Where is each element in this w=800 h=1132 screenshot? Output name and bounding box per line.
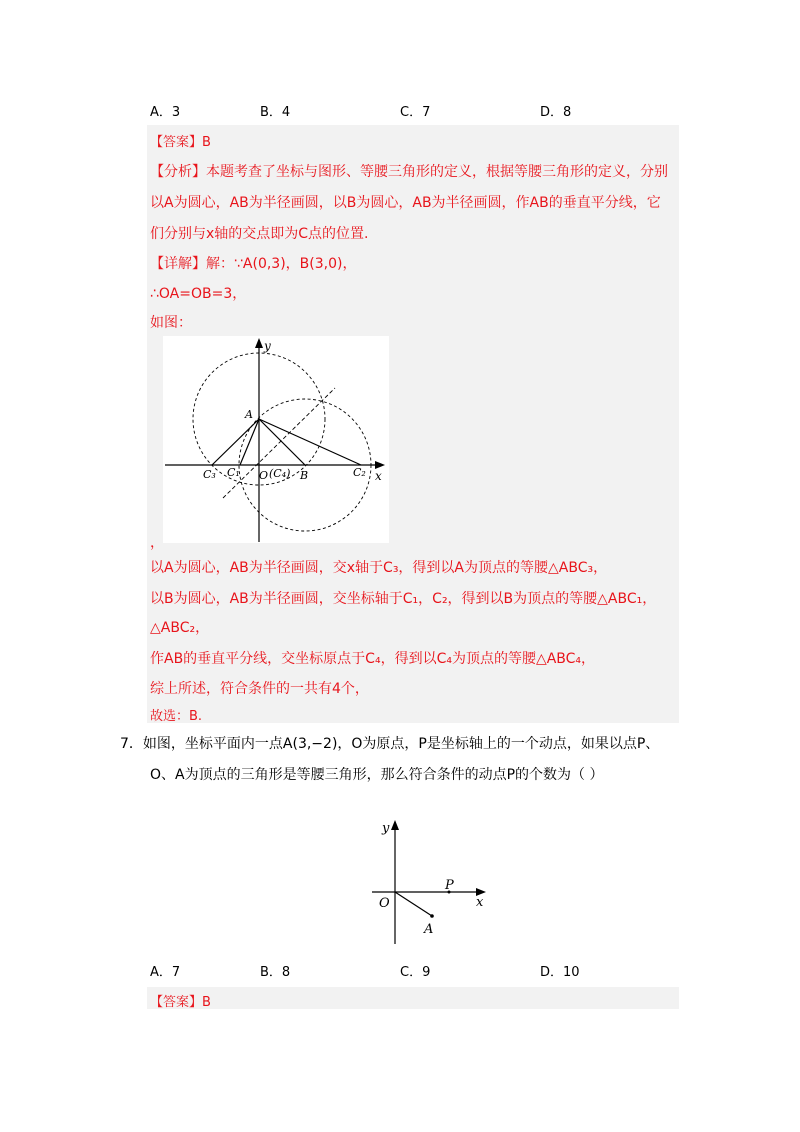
segment-o-a: [395, 892, 432, 916]
q6-step-3: △ABC₂，: [150, 620, 210, 636]
q7-figure: [372, 814, 492, 946]
q6-option-c: C．7: [400, 105, 431, 120]
x-axis-label: x: [476, 895, 484, 910]
point-c1-label: C₁: [227, 466, 240, 479]
q6-option-d: D．8: [540, 105, 572, 120]
point-a: [430, 914, 434, 918]
q6-option-a: A．3: [150, 105, 181, 120]
q6-figure: [163, 336, 389, 543]
y-axis-arrow: [391, 820, 399, 830]
point-o-label: O: [259, 469, 269, 482]
q6-summary: 综上所述，符合条件的一共有4个，: [150, 681, 369, 697]
y-axis-label: y: [264, 339, 271, 353]
q6-step-4: 作AB的垂直平分线，交坐标原点于C₄，得到以C₄为顶点的等腰△ABC₄，: [150, 651, 596, 667]
point-b-label: B: [300, 469, 309, 482]
point-a-label: A: [424, 922, 434, 937]
point-p-label: P: [445, 878, 454, 893]
q7-answer-block: [147, 987, 679, 1009]
point-c2-label: C₂: [353, 466, 366, 479]
point-a-label: A: [245, 408, 253, 421]
q7-option-b: B．8: [260, 965, 291, 980]
origin-label: O: [379, 896, 390, 911]
q6-step-2: 以B为圆心，AB为半径画圆，交坐标轴于C₁，C₂，得到以B为顶点的等腰△ABC₁，: [150, 591, 657, 607]
q6-detail-line-3: 如图：: [150, 315, 192, 331]
q6-option-b: B．4: [260, 105, 291, 120]
q6-detail-line-2: ∴OA=OB=3，: [150, 286, 247, 302]
q6-detail-line-1: 【详解】解：∵A(0,3)，B(3,0)，: [150, 256, 357, 272]
q7-text-line-2: O、A为顶点的三角形是等腰三角形，那么符合条件的动点P的个数为（ ）: [150, 767, 604, 783]
q6-analysis-line-2: 以A为圆心，AB为半径画圆，以B为圆心，AB为半径画圆，作AB的垂直平分线，它: [150, 195, 661, 211]
q6-answer: 【答案】B: [150, 135, 211, 150]
q7-option-a: A．7: [150, 965, 181, 980]
q7-option-c: C．9: [400, 965, 431, 980]
point-c3-label: C₃: [203, 468, 216, 481]
q6-analysis-line-1: 【分析】本题考查了坐标与图形、等腰三角形的定义，根据等腰三角形的定义，分别: [150, 164, 668, 180]
q6-choice: 故选：B.: [150, 709, 203, 724]
point-c4-label: (C₄): [269, 467, 291, 480]
y-axis-label: y: [382, 821, 390, 836]
q7-text-line-1: 7．如图，坐标平面内一点A(3,−2)，O为原点，P是坐标轴上的一个动点，如果以点P、: [120, 736, 660, 752]
figure-background: [163, 336, 389, 543]
q7-answer: 【答案】B: [150, 995, 211, 1010]
q6-figure-comma: ，: [150, 535, 164, 551]
q6-analysis-line-3: 们分别与x轴的交点即为C点的位置.: [150, 226, 369, 242]
x-axis-label: x: [375, 469, 382, 483]
q7-option-d: D．10: [540, 965, 580, 980]
q6-step-1: 以A为圆心，AB为半径画圆，交x轴于C₃，得到以A为顶点的等腰△ABC₃，: [150, 560, 608, 576]
